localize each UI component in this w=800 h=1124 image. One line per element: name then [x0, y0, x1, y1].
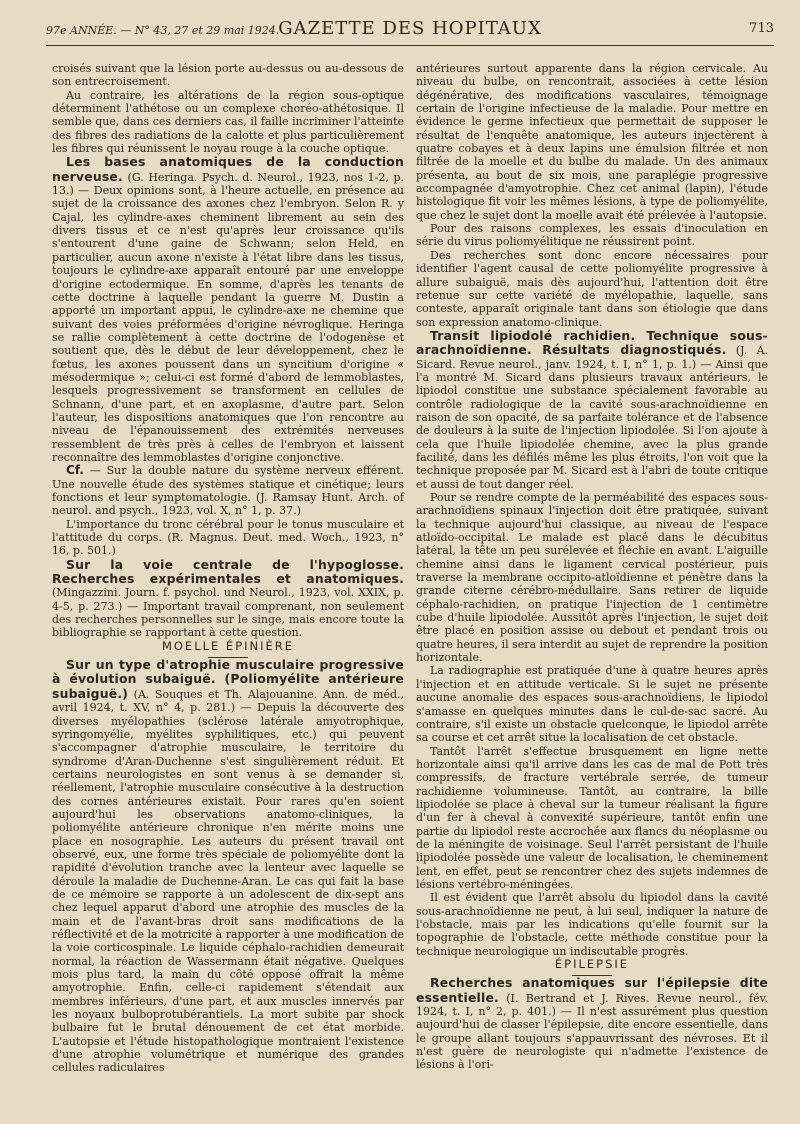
- abstract-text: (Mingazzini. Journ. f. psychol. und Neurol., 1923, vol. XXIX, p. 4-5, p. 273.) — Important travail comprenant, non seulement des recherches personnelles sur le singe, mais encore toute la bibliographie se rapportant à cette question.: [52, 586, 404, 640]
- abstract-entry: [416, 976, 768, 1071]
- header-rule: [46, 45, 774, 46]
- abstract-text: (J. A. Sicard. Revue neurol., janv. 1924, t. I, n° 1, p. 1.) — Ainsi que l'a montré M. Sicard dans plusieurs travaux antérieurs, le lipiodol constitue une substance spécialement favorable au contrôle radiologique de la cavité sous-arachnoïdienne en raison de son opacité, de sa parfaite tolérance et de l'absence de douleurs à la suite de l'injection lipiodolée. Si l'on ajoute à cela que l'huile lipiodolée chemine, avec la plus grande facilité, dans les défilés même les plus étroits, l'on voit que la technique proposée par M. Sicard est à l'abri de toute critique et aussi de tout danger réel.: [416, 344, 769, 491]
- cf-label: Cf.: [66, 463, 84, 478]
- abstract-text: (A. Souques et Th. Alajouanine. Ann. de méd., avril 1924, t. XV, n° 4, p. 281.) — Depuis la découverte des diverses myélopathies (sclérose latérale amyotrophique, syringomyélie, myélites syphilitiques, etc.) qui peuvent s'accompagner d'atrophie musculaire, le territoire du syndrome d'Aran-Duchenne s'est singulièrement réduit. Et certains neurologistes en sont venus à se demander si, réellement, l'atrophie musculaire consécutive à la destruction des cornes antérieures existait. Pour rares qu'en soient aujourd'hui les observations anatomo-cliniques, la poliomyélite antérieure chronique n'en mérite moins une place en nosographie. Les auteurs du présent travail ont observé, eux, une forme très spéciale de poliomyélite dont la rapidité d'évolution tranche avec la lenteur avec laquelle se déroule la maladie de Duchenne-Aran. Le cas qui fait la base de ce mémoire se rapporte à un adolescent de dix-sept ans chez lequel apparut d'abord une atrophie des muscles de la main et de l'avant-bras droit sans modifications de la réflectivité et de la motricité à rapporter à une modification de la voie corticospinale. Le liquide céphalo-rachidien demeurait normal, la réaction de Wassermann était négative. Quelques mois plus tard, la main du côté opposé offrait la même amyotrophie. Enfin, celle-ci rapidement s'étendait aux membres inférieurs, d'une part, et aux muscles innervés par les noyaux bulboprotubérantiels. La mort subite par shock bulbaire fut le brutal dénouement de cet état morbide. L'autopsie et l'étude histopathologique montraient l'existence d'une atrophie volumétrique et numérique des grandes cellules radiculaires: [52, 687, 404, 1075]
- paragraph: croisés suivant que la lésion porte au-dessus ou au-dessous de son entrecroisement.: [52, 62, 404, 89]
- journal-title: GAZETTE DES HOPITAUX: [278, 18, 542, 39]
- cf-entry: [52, 464, 404, 517]
- paragraph: Pour se rendre compte de la perméabilité des espaces sous-arachnoïdiens spinaux l'injection doit être pratiquée, suivant la technique aujourd'hui classique, au niveau de l'espace atloïdo-occipital. Le malade est placé dans le décubitus latéral, la tête un peu surélevée et fléchie en avant. L'aiguille chemine ainsi dans le ligament cervical postérieur, puis traverse la membrane occipito-atloïdienne et pénètre dans la grande citerne cérébro-médullaire. Sans retirer de liquide céphalo-rachidien, on pratique l'injection de 1 centimètre cube d'huile lipiodolée. Aussitôt après l'injection, le sujet doit être placé en position assise ou debout et pendant trois ou quatre heures, il sera interdit au sujet de reprendre la position horizontale.: [416, 491, 768, 665]
- section-title: MOELLE ÉPINIÈRE: [52, 640, 404, 658]
- abstract-title: Sur la voie centrale de l'hypoglosse. Recherches expérimentales et anatomiques.: [52, 556, 404, 587]
- issue-info: 97e ANNÉE. — N° 43, 27 et 29 mai 1924.: [46, 24, 280, 37]
- cf-text-2: L'importance du tronc cérébral pour le tonus musculaire et l'attitude du corps. (R. Magnus. Deut. med. Woch., 1923, n° 16, p. 501.): [52, 517, 404, 558]
- abstract-entry: [416, 329, 768, 491]
- cf-text: — Sur la double nature du système nerveux efférent. Une nouvelle étude des systèmes statique et cinétique; leurs fonctions et leur symptomatologie. (J. Ramsay Hunt. Arch. of neurol. and psych., 1923, vol. X, n° 1, p. 37.): [52, 464, 404, 518]
- abstract-entry: [52, 658, 404, 1075]
- abstract-entry: [52, 155, 404, 464]
- page-header: [46, 18, 774, 40]
- paragraph: Tantôt l'arrêt s'effectue brusquement en ligne nette horizontale ainsi qu'il arrive dans les cas de mal de Pott très compressifs, de fracture vertébrale serrée, de tumeur rachidienne volumineuse. Tantôt, au contraire, la bille lipiodolée se place à cheval sur la tumeur réalisant la figure d'un fer à cheval à convexité supérieure, tantôt enfin une partie du lipiodol reste accrochée aux flancs du néoplasme ou de la méningite de voisinage. Seul l'arrêt persistant de l'huile lipiodolée possède une valeur de localisation, le cheminement lent, en effet, peut se rencontrer chez des sujets indemnes de lésions vertébro-méningées.: [416, 744, 768, 891]
- paragraph: Des recherches sont donc encore nécessaires pour identifier l'agent causal de cette poliomyélite progressive à allure subaiguë, mais dès aujourd'hui, l'attention doit être retenue sur cette variété de myélopathie, laquelle, sans conteste, apparaît originale tant dans son étiologie que dans son expression anatomo-clinique.: [416, 248, 768, 329]
- abstract-title: Recherches anatomiques sur l'épilepsie dite essentielle.: [416, 975, 768, 1005]
- paragraph: antérieures surtout apparente dans la région cervicale. Au niveau du bulbe, on rencontrait, associées à cette lésion dégénérative, des modifications vasculaires, témoignage certain de l'origine infectieuse de la maladie. Pour mettre en évidence le germe infectieux que permettait de supposer le résultat de l'enquête anatomique, les auteurs injectèrent à quatre cobayes et à deux lapins une émulsion filtrée et non filtrée de la moelle et du bulbe du malade. Un des animaux présenta, au bout de six mois, une paraplégie progressive accompagnée d'amyotrophie. Chez cet animal (lapin), l'étude histologique fit voir les mêmes lésions, à type de poliomyélite, que chez le sujet dont la moelle avait été prélevée à l'autopsie.: [416, 62, 768, 222]
- abstract-entry: [52, 558, 404, 640]
- paragraph: Pour des raisons complexes, les essais d'inoculation en série du virus poliomyélitique ne réussirent point.: [416, 222, 768, 249]
- right-column: [416, 62, 768, 1072]
- abstract-title: Les bases anatomiques de la conduction nerveuse.: [52, 154, 404, 184]
- section-title: ÉPILEPSIE: [416, 958, 768, 976]
- paragraph: Il est évident que l'arrêt absolu du lipiodol dans la cavité sous-arachnoïdienne ne peut, à lui seul, indiquer la nature de l'obstacle, mais par les indications qu'elle fournit sur la topographie de l'obstacle, cette méthode constitue pour la technique neurologique un indiscutable progrès.: [416, 891, 768, 958]
- paragraph: Au contraire, les altérations de la région sous-optique déterminent l'athétose ou un complexe choréo-athétosique. Il semble que, dans ces derniers cas, il faille incriminer l'atteinte des fibres des radiations de la calotte et plus particulièrement les fibres qui réunissent le noyau rouge à la couche optique.: [52, 88, 404, 156]
- page-number: 713: [749, 21, 774, 36]
- left-column: [52, 62, 404, 1075]
- abstract-title: Transit lipiodolé rachidien. Technique sous-arachnoïdienne. Résultats diagnostiqués.: [416, 327, 768, 358]
- paragraph: La radiographie est pratiquée d'une à quatre heures après l'injection et en attitude verticale. Si le sujet ne présente aucune anomalie des espaces sous-arachnoïdiens, le lipiodol s'amasse en quelques minutes dans le cul-de-sac sacré. Au contraire, s'il existe un obstacle quelconque, le lipiodol arrête sa course et cet arrêt situe la localisation de cet obstacle.: [416, 664, 768, 745]
- abstract-text: (I. Bertrand et J. Rives. Revue neurol., fév. 1924, t. I, n° 2, p. 401.) — Il n'est assurément plus question aujourd'hui de classer l'épilepsie, dite encore essentielle, dans le groupe allant toujours s'appauvrissant des névroses. Et il n'est guère de neurologiste qui n'admette l'existence de lésions à l'ori-: [416, 991, 768, 1072]
- abstract-text: (G. Heringa. Psych. d. Neurol., 1923, nos 1-2, p. 13.) — Deux opinions sont, à l'heure actuelle, en présence au sujet de la croissance des axones chez l'embryon. Selon R. y Cajal, les cylindre-axes cheminent librement au sein des divers tissus et ce n'est qu'après leur croissance qu'ils s'entourent d'une gaine de Schwann; selon Held, en particulier, aucun axone n'existe à l'état libre dans les tissus, toujours le cylindre-axe apparaît entouré par une enveloppe d'origine ectodermique. En somme, d'après les tenants de cette doctrine à laquelle pendant la guerre M. Dustin a apporté un important appui, le cylindre-axe ne chemine que suivant des voies préformées d'origine névroglique. Heringa se rallie complètement à cette doctrine de l'odogenèse et soutient que, dès le début de leur développement, chez le fœtus, les axones poussent dans un syncitium d'origine « mésodermique »; celui-ci est formé d'abord de lemmoblastes, lesquels progressivement se transforment en cellules de Schnann, d'une part, et en axoplasme, d'autre part. Selon l'auteur, les dispositions anatomiques que l'on rencontre au niveau de l'épanouissement des extrémités nerveuses ressemblent de très près à celles de l'embryon et laissent reconnaître des lemmoblastes d'origine conjonctive.: [52, 170, 405, 464]
- abstract-title: Sur un type d'atrophie musculaire progressive à évolution subaiguë. (Poliomyélite antérieure subaiguë.): [52, 657, 404, 701]
